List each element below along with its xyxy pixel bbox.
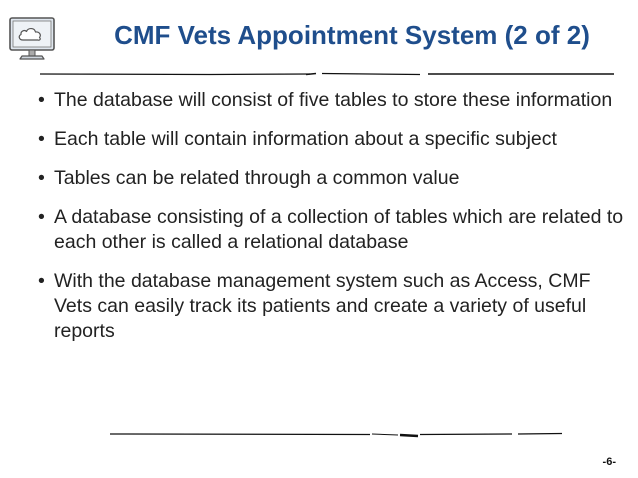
title-divider: [0, 68, 638, 80]
bullet-glyph: •: [38, 270, 45, 292]
bullet-glyph: •: [38, 128, 45, 150]
footer-divider: [0, 428, 638, 440]
bullet-text: The database will consist of five tables to store these information: [54, 89, 613, 111]
bullet-text: Tables can be related through a common value: [54, 167, 460, 189]
bullet-text: With the database management system such as Access, CMF Vets can easily track its patients and create a variety of useful reports: [54, 270, 591, 342]
bullet-glyph: •: [38, 206, 45, 228]
list-item: [34, 269, 624, 344]
bullet-glyph: •: [38, 89, 45, 111]
bullet-text: Each table will contain information about a specific subject: [54, 128, 557, 150]
bullet-glyph: •: [38, 167, 45, 189]
cloud-computer-icon: [7, 15, 57, 63]
list-item: [34, 166, 624, 191]
bullet-text: A database consisting of a collection of tables which are related to each other is called a relational database: [54, 206, 624, 253]
list-item: [34, 88, 624, 113]
list-item: [34, 127, 624, 152]
list-item: [34, 205, 624, 255]
slide-title: CMF Vets Appointment System (2 of 2): [114, 20, 590, 50]
page-number: -6-: [602, 456, 616, 468]
bullet-list: [34, 88, 624, 358]
